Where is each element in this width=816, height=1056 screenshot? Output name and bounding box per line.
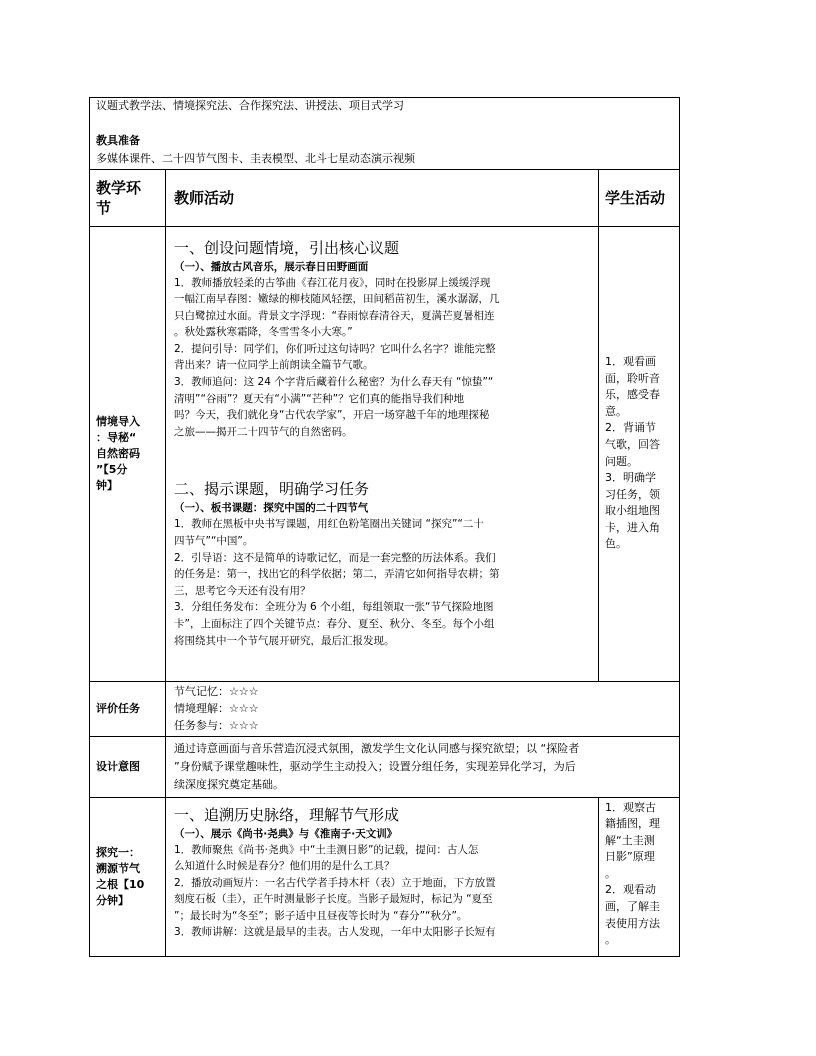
design-content (166, 736, 680, 797)
stage1-label-line: 自然密码 (96, 446, 140, 460)
body-line: 刻度石板（圭），正午时测量影子长度。当影子最短时，标记为 “夏至 (174, 893, 493, 906)
body-line: 卡”，上面标注了四个关键节点：春分、夏至、秋分、冬至。每个小组 (174, 618, 495, 630)
stage2-label-line: 分钟】 (96, 893, 129, 907)
stage1-label-line: 钟】 (96, 478, 118, 492)
body-line: 三，思考它今天还有没有用？ (174, 584, 311, 597)
student-line: 2．观看动 (605, 883, 656, 897)
header-student (599, 169, 680, 226)
body-line: 1．教师播放轻柔的古筝曲《春江花月夜》，同时在投影屏上缓缓浮现 (174, 276, 491, 289)
header-teacher (166, 169, 599, 226)
design-line: ”身份赋予课堂趣味性，驱动学生主动投入；设置分组任务，实现差异化学习，为后 (174, 759, 576, 773)
student-line: 气歌，回答 (605, 437, 660, 451)
body-line: 3．分组任务发布：全班分为 6 个小组，每组领取一张“节气探险地图 (174, 601, 494, 614)
body-line: 背出来？请一位同学上前朗读全篇节气歌。 (174, 359, 374, 372)
body-line: 2．播放动画短片：一名古代学者手持木杆（表）立于地面，下方放置 (174, 876, 496, 889)
stage2-row (90, 797, 680, 956)
methods-row (90, 98, 680, 170)
stage2-label-line: 探究一： (96, 845, 140, 859)
evaluation-label-cell (90, 681, 166, 736)
body-line: 2．引导语：这不是简单的诗歌记忆，而是一套完整的历法体系。我们 (174, 551, 496, 564)
stage1-label (90, 226, 166, 681)
student-line: 习任务，领 (605, 487, 660, 501)
header-stage-line1: 教学环 (96, 178, 142, 197)
header-teacher-label: 教师活动 (174, 188, 235, 207)
student-line: 1．观看画 (605, 354, 656, 368)
methods-cell (90, 98, 680, 170)
student-line: 乐，感受春 (605, 388, 660, 402)
evaluation-line: 情境理解：☆☆☆ (174, 701, 259, 715)
body-line: 只白鹭掠过水面。背景文字浮现：“春雨惊春清谷天，夏满芒夏暑相连 (174, 309, 495, 322)
stage1-part2-title: 二、揭示课题，明确学习任务 (174, 480, 370, 499)
design-label-cell (90, 736, 166, 797)
body-line: 1．教师聚焦《尚书·尧典》中“土圭测日影”的记载，提问：古人怎 (174, 843, 479, 856)
evaluation-line: 任务参与：☆☆☆ (174, 718, 259, 732)
stage1-part1-title: 一、创设问题情境，引出核心议题 (174, 238, 400, 257)
lesson-plan-table (89, 97, 680, 957)
student-line: 日影”原理 (605, 850, 655, 864)
student-line: 取小组地图 (605, 504, 660, 518)
stage2-title: 一、追溯历史脉络，理解节气形成 (174, 805, 400, 824)
design-line: 续深度探究奠定基础。 (174, 777, 284, 791)
body-line: 3．教师讲解：这就是最早的圭表。古人发现，一年中太阳影子长短有 (174, 926, 496, 939)
student-line: 1．观察古 (605, 800, 656, 814)
evaluation-label: 评价任务 (96, 701, 140, 715)
stage2-teacher (166, 797, 599, 956)
student-line: 色。 (605, 537, 627, 551)
table-header-row (90, 169, 680, 226)
stage1-part2-subtitle: （一）、板书课题：探究中国的二十四节气 (174, 502, 369, 515)
stage2-student (599, 797, 680, 956)
student-line: 籍插图，理 (605, 817, 660, 831)
tools-text: 多媒体课件、二十四节气图卡、圭表模型、北斗七星动态演示视频 (96, 152, 415, 165)
student-line: 表使用方法 (605, 916, 660, 930)
student-line: 解“土圭测 (605, 833, 655, 847)
body-line: 1．教师在黑板中央书写课题，用红色粉笔圈出关键词 “探究”“二十 (174, 518, 484, 531)
body-line: 。秋处露秋寒霜降，冬雪雪冬小大寒。” (174, 326, 353, 339)
stage1-label-line: ”【5分 (96, 462, 128, 476)
design-label: 设计意图 (96, 759, 140, 773)
stage2-label-line: 溯源节气 (96, 861, 140, 875)
body-line: 吗？今天，我们就化身“古代农学家”，开启一场穿越千年的地理探秘 (174, 409, 490, 422)
body-line: 将围绕其中一个节气展开研究，最后汇报发现。 (174, 634, 395, 647)
student-line: 问题。 (605, 454, 638, 468)
design-row (90, 736, 680, 797)
student-line: 面，聆听音 (605, 371, 660, 385)
stage1-teacher (166, 226, 599, 681)
stage1-student (599, 226, 680, 681)
body-line: 的任务是：第一，找出它的科学依据；第二，弄清它如何指导农耕；第 (174, 568, 500, 581)
evaluation-row (90, 681, 680, 736)
body-line: 四节气”“中国”。 (174, 535, 254, 548)
body-line: ”；最长时为“冬至”；影子适中且昼夜等长时为 “春分”“秋分”。 (174, 909, 468, 922)
stage1-part1-body (174, 275, 592, 441)
body-line: 2．提问引导：同学们，你们听过这句诗吗？它叫什么名字？谁能完整 (174, 342, 496, 355)
stage2-body (174, 842, 592, 942)
student-line: 。 (605, 933, 616, 947)
stage2-label-line: 之根【10 (96, 877, 145, 891)
body-line: 一幅江南早春图：嫩绿的柳枝随风轻摆，田间稻苗初生，溪水潺潺，几 (174, 293, 500, 306)
design-line: 通过诗意画面与音乐营造沉浸式氛围，激发学生文化认同感与探究欲望；以 “探险者 (174, 741, 580, 755)
header-stage (90, 169, 166, 226)
stage1-label-line: ：导秘“ (96, 430, 137, 444)
student-line: 3．明确学 (605, 471, 656, 485)
body-line: 么知道什么时候是春分？他们用的是什么工具？ (174, 860, 395, 873)
student-line: 。 (605, 866, 616, 880)
body-line: 3．教师追问：这 24 个字背后藏着什么秘密？为什么春天有 “惊蛰”“ (174, 376, 494, 389)
methods-text: 议题式教学法、情境探究法、合作探究法、讲授法、项目式学习 (96, 99, 404, 112)
evaluation-content (166, 681, 680, 736)
evaluation-line: 节气记忆：☆☆☆ (174, 684, 259, 698)
student-line: 卡，进入角 (605, 520, 660, 534)
student-line: 2．背诵节 (605, 421, 656, 435)
tools-title: 教具准备 (96, 133, 140, 147)
body-line: 清明”“谷雨”？夏天有“小满”“芒种”？它们真的能指导我们种地 (174, 392, 465, 405)
body-line: 之旅——揭开二十四节气的自然密码。 (174, 425, 353, 438)
lesson-plan-page (89, 97, 679, 957)
student-line: 意。 (605, 404, 627, 418)
stage1-label-line: 情境导入 (96, 414, 140, 428)
stage2-label (90, 797, 166, 956)
header-stage-line2: 节 (96, 198, 112, 217)
stage1-row (90, 226, 680, 681)
header-student-label: 学生活动 (605, 188, 666, 207)
stage1-part1-subtitle: （一）、播放古风音乐，展示春日田野画面 (174, 260, 369, 273)
student-line: 画，了解圭 (605, 900, 660, 914)
stage1-part2-body (174, 516, 592, 649)
stage2-subtitle: （一）、展示《尚书·尧典》与《淮南子·天文训》 (174, 827, 398, 840)
